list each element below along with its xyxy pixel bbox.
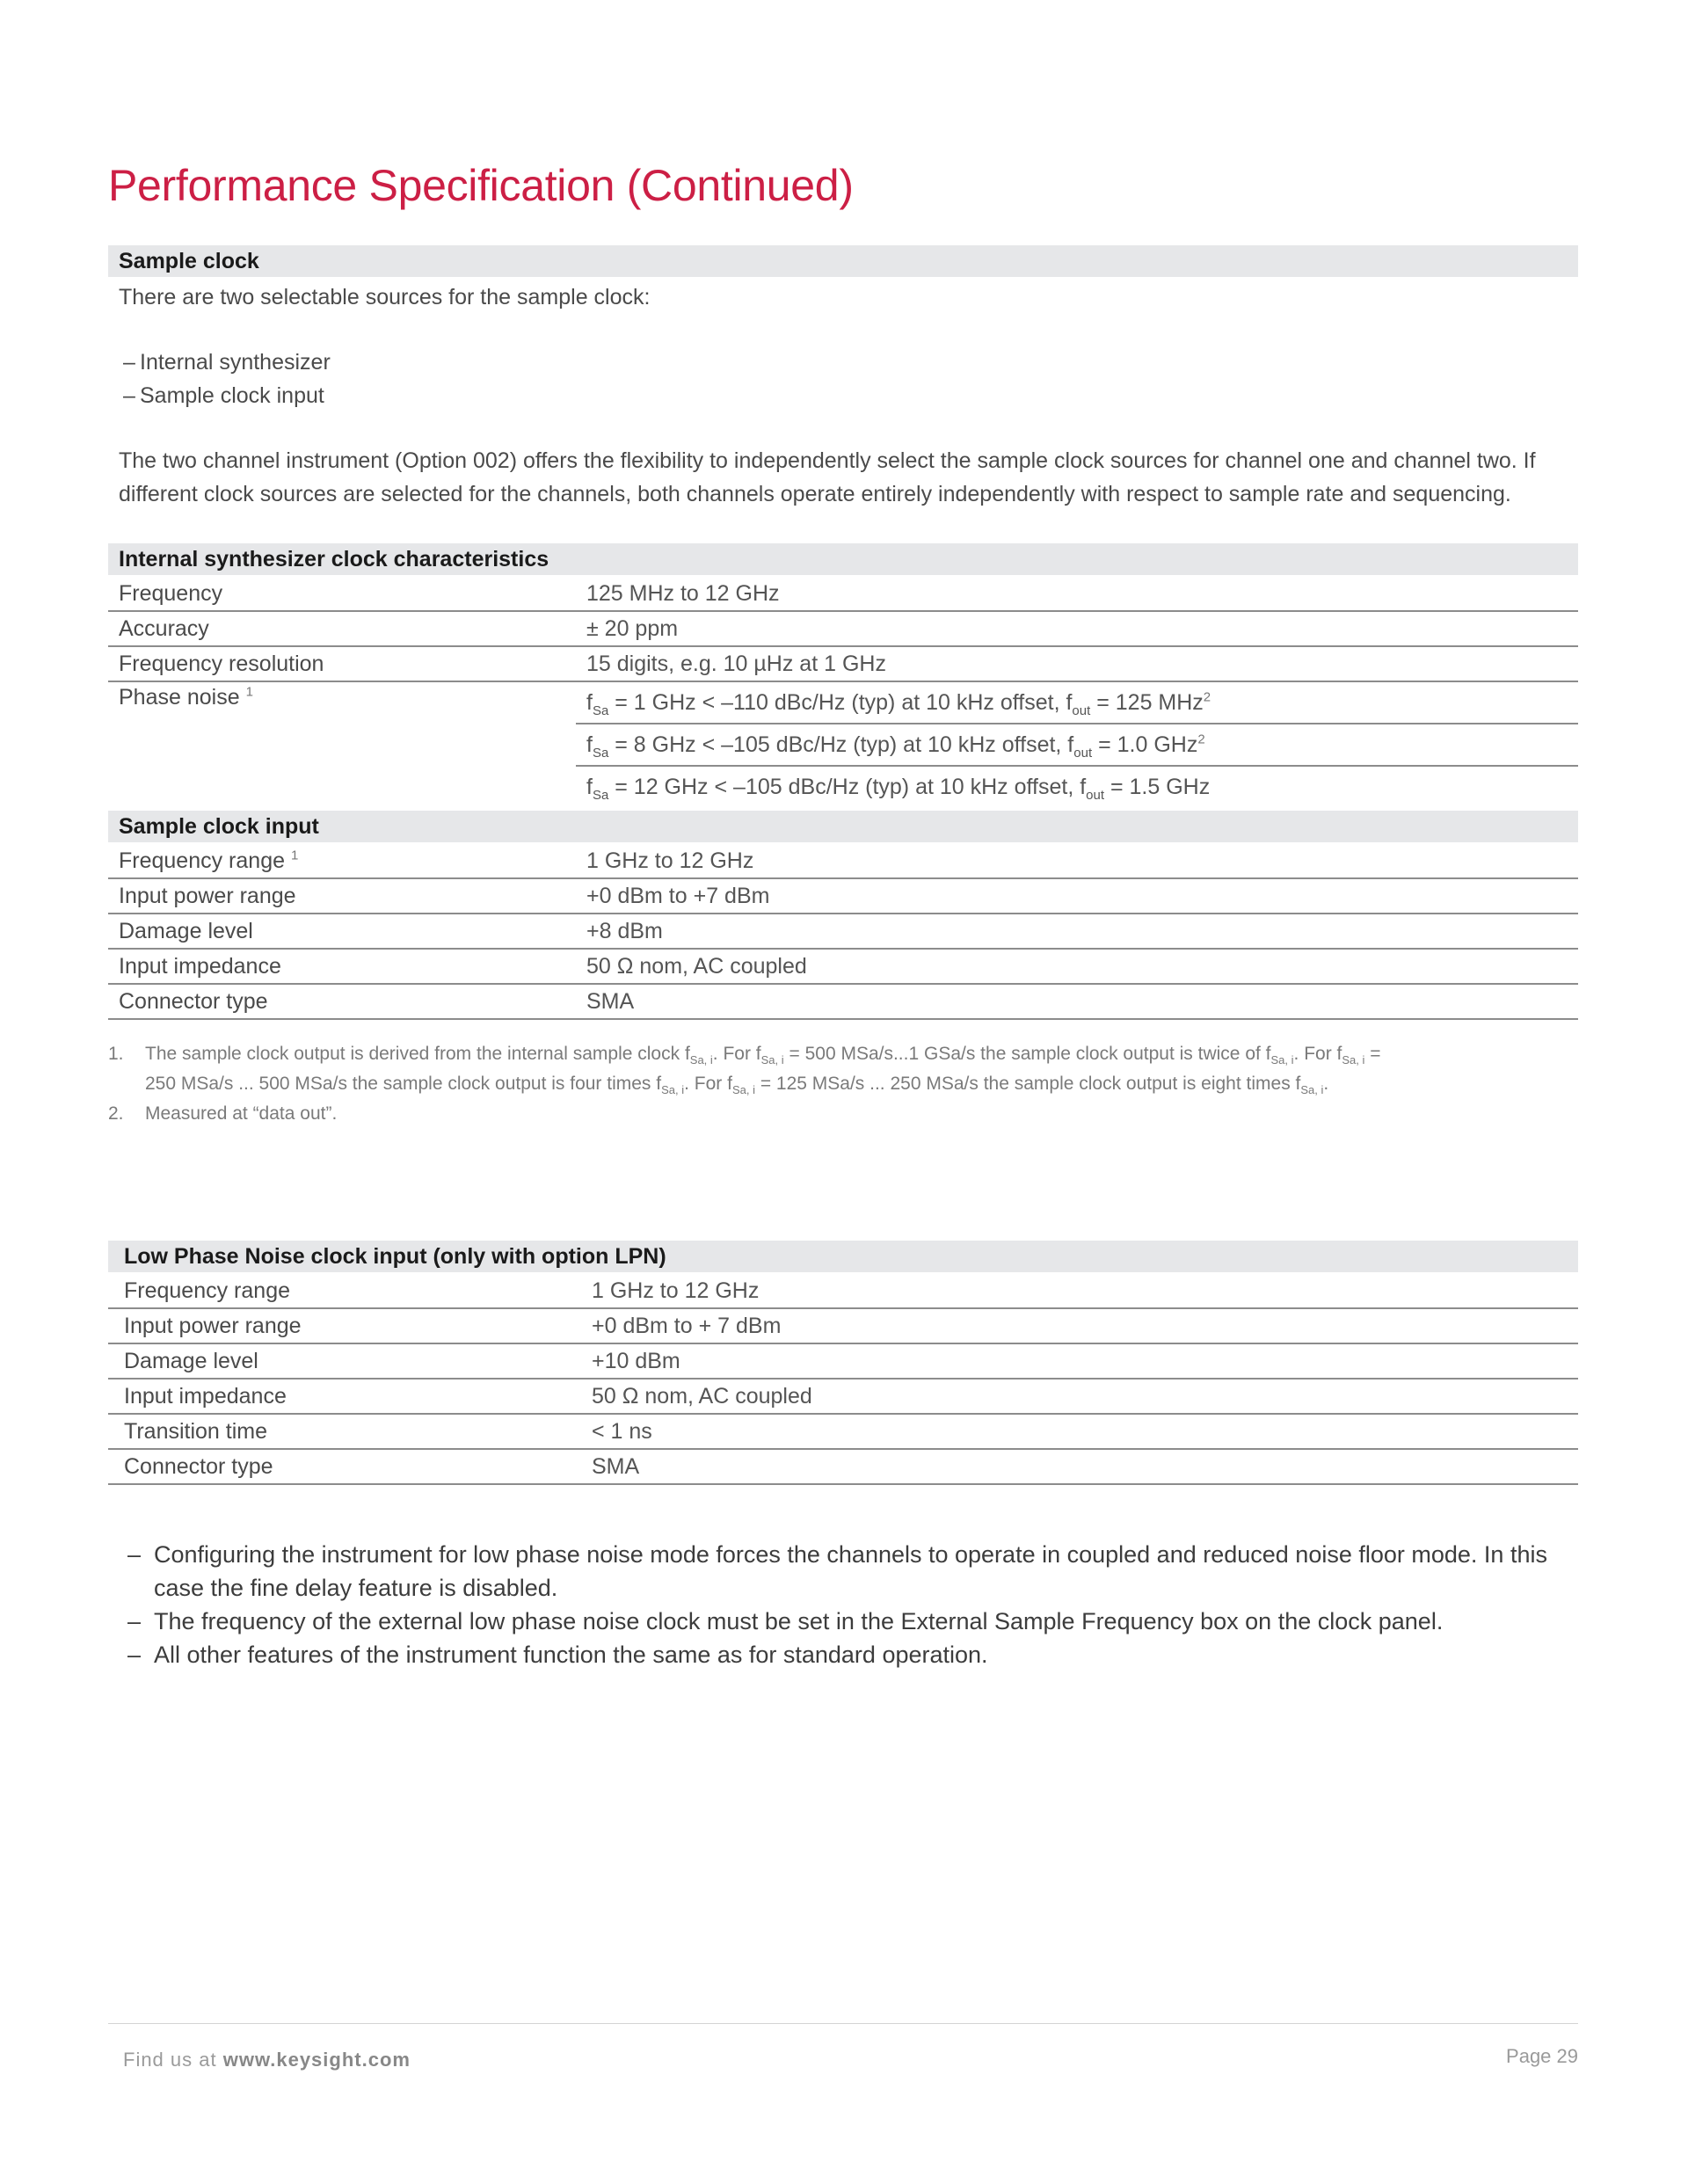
- row-value: +0 dBm to + 7 dBm: [581, 1308, 1578, 1343]
- row-label: Frequency resolution: [108, 646, 576, 681]
- table-row: [108, 914, 1578, 949]
- footnotes: [108, 1039, 1578, 1129]
- table-row: [108, 1449, 1578, 1484]
- row-label: Connector type: [108, 1449, 581, 1484]
- sample-clock-paragraph-line: The two channel instrument (Option 002) offers the flexibility to independently select the sample clock sources for channel one and channel two. If: [119, 448, 1536, 473]
- sample-clock-intro-block: [119, 280, 1561, 511]
- row-label: Input power range: [108, 1308, 581, 1343]
- footnote-1: 1. The sample clock output is derived from the internal sample clock $f_{Sa, i}$. For $f_{Sa, i} = 500$ MSa/s...1 GSa/s the sample clock output is twice of $f_{Sa, i}$. For $f_{Sa, i}$ = 250 MSa/s ... 500 MSa/s the sample clock output is four times $f_{Sa, i}$. For $f_{Sa, i} = 125$ MSa/s ... 250 MSa/s the sample clock output is eight times $f_{Sa, i}$.: [108, 1044, 1381, 1097]
- row-value: $f_{Sa} = 8$ GHz < –105 dBc/Hz (typ) at 10 kHz offset, $f_{out} = 1.0$ GHz$^2$: [576, 724, 1578, 766]
- sample-clock-input-table: [108, 844, 1578, 1020]
- row-value: ± 20 ppm: [576, 611, 1578, 646]
- row-value: SMA: [576, 984, 1578, 1019]
- row-label: Damage level: [108, 914, 576, 949]
- sample-clock-heading: Sample clock: [108, 245, 1578, 277]
- sample-clock-intro: There are two selectable sources for the sample clock:: [119, 285, 651, 309]
- sample-clock-paragraph-line: different clock sources are selected for the channels, both channels operate entirely independently with respect to sample rate and sequencing.: [119, 482, 1511, 506]
- row-label: Transition time: [108, 1414, 581, 1449]
- row-label: Frequency range $^1$: [108, 844, 576, 878]
- row-value: 1 GHz to 12 GHz: [576, 844, 1578, 878]
- table-row: [108, 844, 1578, 878]
- row-value: $f_{Sa} = 12$ GHz < –105 dBc/Hz (typ) at 10 kHz offset, $f_{out} = 1.5$ GHz: [586, 774, 1211, 803]
- row-value: 15 digits, e.g. 10 µHz at 1 GHz: [576, 646, 1578, 681]
- table-row: [108, 878, 1578, 914]
- row-label: Frequency range: [108, 1274, 581, 1308]
- list-item: – The frequency of the external low phase noise clock must be set in the External Sample Frequency box on the clock panel.: [127, 1605, 1578, 1638]
- lpn-heading: Low Phase Noise clock input (only with option LPN): [108, 1241, 1578, 1272]
- row-value: +8 dBm: [576, 914, 1578, 949]
- internal-synth-heading: Internal synthesizer clock characteristics: [108, 543, 1578, 575]
- footnote-ref: 2: [1203, 689, 1211, 705]
- table-row: [108, 1343, 1578, 1379]
- footnote-2: 2. Measured at “data out”.: [108, 1103, 338, 1124]
- row-value: 50 Ω nom, AC coupled: [581, 1379, 1578, 1414]
- row-value: +0 dBm to +7 dBm: [576, 878, 1578, 914]
- footnote-ref: 2: [1197, 732, 1205, 747]
- row-label: Damage level: [108, 1343, 581, 1379]
- row-value: +10 dBm: [581, 1343, 1578, 1379]
- lpn-notes: [127, 1538, 1578, 1671]
- table-row: [108, 724, 1578, 766]
- table-row: [108, 646, 1578, 681]
- page-number: Page 29: [1506, 2045, 1578, 2067]
- row-label: Input impedance: [108, 1379, 581, 1414]
- table-row: [108, 1414, 1578, 1449]
- table-row: [108, 611, 1578, 646]
- table-row: [108, 984, 1578, 1019]
- lpn-table: [108, 1274, 1578, 1485]
- row-value: 1 GHz to 12 GHz: [581, 1274, 1578, 1308]
- phase-noise-label: Phase noise: [119, 685, 240, 710]
- row-label-empty: [108, 724, 576, 766]
- row-label: Connector type: [108, 984, 576, 1019]
- footnote-ref: 1: [290, 848, 299, 863]
- row-label: Input power range: [108, 878, 576, 914]
- page-title: Performance Specification (Continued): [108, 161, 854, 210]
- footnote-ref: 1: [245, 684, 253, 700]
- row-value: 125 MHz to 12 GHz: [576, 577, 1578, 611]
- list-item: – Configuring the instrument for low phase noise mode forces the channels to operate in coupled and reduced noise floor mode. In this case the fine delay feature is disabled.: [127, 1538, 1578, 1605]
- footer-link[interactable]: www.keysight.com: [222, 2049, 411, 2071]
- row-value: SMA: [581, 1449, 1578, 1484]
- source-item: – Internal synthesizer: [119, 346, 1561, 379]
- sample-clock-sources: [119, 346, 1561, 412]
- row-value: $f_{Sa} = 1$ GHz < –110 dBc/Hz (typ) at 10 kHz offset, $f_{out} = 125$ MHz$^2$: [576, 681, 1578, 724]
- table-row: [108, 681, 1578, 724]
- table-row: [108, 1308, 1578, 1343]
- table-row: [108, 949, 1578, 984]
- footer-divider: [108, 2023, 1578, 2024]
- source-item: – Sample clock input: [119, 379, 1561, 412]
- row-label-empty: [108, 766, 576, 807]
- internal-synth-table: [108, 577, 1578, 807]
- row-value: 50 Ω nom, AC coupled: [576, 949, 1578, 984]
- row-value: < 1 ns: [581, 1414, 1578, 1449]
- row-label: Accuracy: [108, 611, 576, 646]
- footer-find-us: Find us at www.keysight.com: [123, 2049, 411, 2071]
- table-row: [108, 1274, 1578, 1308]
- row-label: [108, 681, 576, 724]
- list-item: – All other features of the instrument function the same as for standard operation.: [127, 1638, 1578, 1671]
- row-label: Input impedance: [108, 949, 576, 984]
- table-row: [108, 766, 1578, 807]
- table-row: [108, 577, 1578, 611]
- sample-clock-input-heading: Sample clock input: [108, 811, 1578, 842]
- row-label: Frequency: [108, 577, 576, 611]
- table-row: [108, 1379, 1578, 1414]
